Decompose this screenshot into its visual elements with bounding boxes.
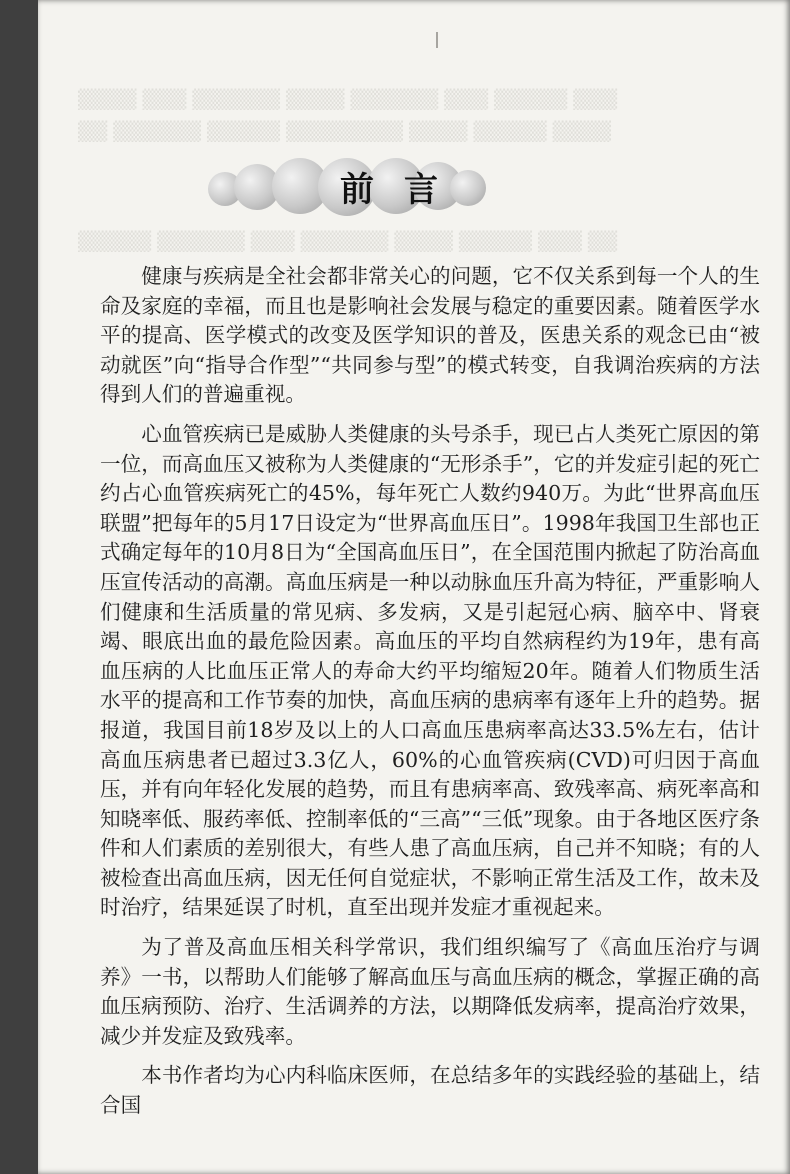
paragraph: 健康与疾病是全社会都非常关心的问题，它不仅关系到每一个人的生命及家庭的幸福，而且也是影响社会发展与稳定的重要因素。随着医学水平的提高、医学模式的改变及医学知识的普及，医患关系的观念已由“被动就医”向“指导合作型”“共同参与型”的模式转变，自我调治疾病的方法得到人们的普遍重视。 (100, 264, 760, 407)
show-through-text: ▒▒▒▒ ▒▒▒ ▒▒▒▒▒▒ ▒▒▒▒ ▒▒▒▒▒▒ ▒▒▒ ▒▒▒▒▒ ▒▒▒ (78, 88, 618, 110)
paragraph: 心血管疾病已是威胁人类健康的头号杀手，现已占人类死亡原因的第一位，而高血压又被称为人类健康的“无形杀手”，它的并发症引起的死亡约占心血管疾病死亡的45%，每年死亡人数约940万。为此“世界高血压联盟”把每年的5月17日设定为“世界高血压日”。1998年我国卫生部也正式确定每年的10月8日为“全国高血压日”，在全国范围内掀起了防治高血压宣传活动的高潮。高血压病是一种以动脉血压升高为特征，严重影响人们健康和生活质量的常见病、多发病，又是引起冠心病、脑卒中、肾衰竭、眼底出血的最危险因素。高血压的平均自然病程约为19年，患有高血压病的人比血压正常人的寿命大约平均缩短20年。随着人们物质生活水平的提高和工作节奏的加快，高血压病的患病率有逐年上升的趋势。据报道，我国目前18岁及以上的人口高血压患病率高达33.5%左右，估计高血压病患者已超过3.3亿人，60%的心血管疾病(CVD)可归因于高血压，并有向年轻化发展的趋势，而且有患病率高、致残率高、病死率高和知晓率低、服药率低、控制率低的“三高”“三低”现象。由于各地区医疗条件和人们素质的差别很大，有些人患了高血压病，自己并不知晓；有的人被检查出高血压病，因无任何自觉症状，不影响正常生活及工作，故未及时治疗，结果延误了时机，直至出现并发症才重视起来。 (100, 421, 760, 920)
preface-body (100, 262, 760, 1131)
paragraph: 本书作者均为心内科临床医师，在总结多年的实践经验的基础上，结合国 (100, 1063, 760, 1118)
page-mark (436, 32, 438, 48)
show-through-text: ▒▒▒▒▒ ▒▒▒▒▒▒ ▒▒▒ ▒▒▒▒▒▒ ▒▒▒▒ ▒▒▒▒▒ ▒▒▒ ▒▒ (78, 230, 618, 252)
section-header (38, 158, 790, 218)
document-page (38, 0, 790, 1174)
page-title: 前言 (340, 170, 468, 210)
show-through-text: ▒▒ ▒▒▒▒▒▒ ▒▒▒▒▒ ▒▒▒▒▒▒▒▒ ▒▒▒▒ ▒▒▒▒▒ ▒▒▒▒ (78, 120, 612, 142)
paragraph: 为了普及高血压相关科学常识，我们组织编写了《高血压治疗与调养》一书，以帮助人们能够了解高血压与高血压病的概念，掌握正确的高血压病预防、治疗、生活调养的方法，以期降低发病率，提高治疗效果，减少并发症及致残率。 (100, 935, 760, 1048)
